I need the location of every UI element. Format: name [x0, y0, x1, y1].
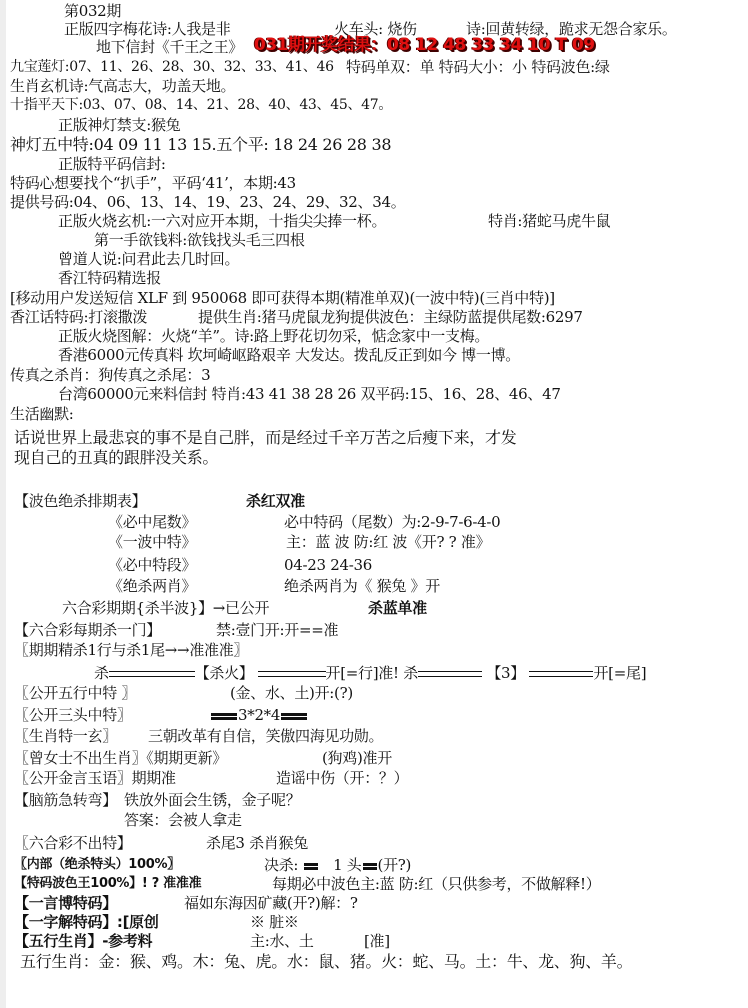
sha-fire: 【杀火】 — [194, 664, 254, 682]
wuxing-all: 五行生肖：金：猴、鸡。木：兔、虎。水：鼠、猪。火：蛇、马。土：牛、龙、狗、羊。 — [20, 952, 633, 971]
jiubao-attrs: 特码单双：单 特码大小：小 特码波色:绿 — [346, 58, 610, 76]
double-line — [418, 671, 482, 677]
diyishou-line: 第一手欲钱料:欲钱找头毛三四根 — [94, 231, 305, 249]
table-row-value: 04-23 24-36 — [284, 556, 372, 574]
envelope-title: 地下信封《千王之王》 — [96, 38, 244, 56]
hk6000-line: 香港6000元传真料 坎坷崎岖路艰辛 大发达。拨乱反正到如今 博一博。 — [58, 346, 520, 364]
neibu-b: 1 头 — [333, 856, 362, 874]
zengdao-line: 曾道人说:问君此去几时回。 — [58, 250, 240, 268]
double-line — [529, 671, 593, 677]
xjhua-extra: 提供生肖:猪马虎鼠龙狗提供波色：主绿防蓝提供尾数:6297 — [198, 308, 583, 326]
table-title: 【波色绝杀排期表】 — [14, 492, 147, 510]
jiubao-line: 九宝莲灯:07、11、26、28、30、32、33、41、46 — [10, 59, 334, 75]
table-row-value: 主：蓝 波 防:红 波《开? ? 准》 — [286, 533, 491, 551]
jinyan-label: 〖公开金言玉语〗期期准 — [14, 769, 176, 787]
humor-text-2: 现自己的丑真的跟胖没关系。 — [14, 448, 219, 467]
bar-glyph — [281, 713, 307, 720]
xinxiang-line: 特码心想要找个“扒手”，平码‘41’，本期:43 — [10, 174, 296, 192]
xjhua-line: 香江话特码:打滚撒泼 — [10, 308, 148, 326]
humor-title: 生活幽默: — [10, 405, 74, 423]
train-head: 火车头: 烧伤 — [334, 20, 417, 38]
qiqi-line: 〖期期精杀1行与杀1尾→→准准准〗 — [14, 641, 249, 659]
wuxing-label: 〖公开五行中特 〗 — [14, 684, 137, 702]
neibu-row — [264, 856, 411, 874]
open-wei: 开[=尾] — [593, 664, 647, 682]
shamen-value: 禁:壹门开:开==准 — [216, 621, 339, 639]
double-line — [109, 671, 195, 677]
neibu-a: 决杀: — [264, 856, 299, 874]
neibu-label: 〖内部（绝杀特头）100%〗 — [14, 857, 180, 872]
table-row-label: 《一波中特》 — [108, 533, 197, 551]
liuhe-half-right: 杀蓝单准 — [368, 599, 427, 617]
jinyan-value: 造谣中伤（开：？） — [276, 769, 409, 787]
texiao-line: 特肖:猪蛇马虎牛鼠 — [488, 212, 611, 230]
three-tag: 【3】 — [486, 664, 526, 682]
plum-poem: 正版四字梅花诗:人我是非 — [64, 20, 231, 38]
naojin-label: 【脑筋急转弯】 — [14, 791, 117, 809]
shengxiao-label: 〖生肖特一玄〗 — [14, 727, 117, 745]
open-hang: 开[=行]准! — [325, 664, 399, 682]
sms-line: [移动用户发送短信 XLF 到 950068 即可获得本期(精准单双)(一波中特)(三肖中特)] — [10, 289, 555, 307]
yiyan-value: 福如东海因矿藏(开?)解：? — [184, 894, 358, 912]
wuxing-value: (金、水、土)开:(?) — [230, 684, 353, 702]
sha-a: 杀 — [94, 664, 109, 682]
shendeng-ban: 正版神灯禁支:猴兔 — [58, 116, 181, 134]
bar-glyph — [363, 863, 377, 870]
zeng-value: (狗鸡)准开 — [322, 749, 392, 767]
huoshao-line: 正版火烧玄机:一六对应开本期，十指尖尖捧一杯。 — [58, 212, 387, 230]
liuhe-half: 六合彩期期{杀半波}】→已公开 — [62, 599, 270, 617]
yizi-label: 【一字解特码】:[原创 — [14, 913, 159, 931]
yiyan-label: 【一言博特码】 — [14, 894, 117, 912]
naojin-question: 铁放外面会生锈，金子呢？ — [124, 791, 301, 809]
shengxiao-value: 三朝改革有自信，笑傲四海见功勋。 — [148, 727, 384, 745]
table-title-right: 杀红双准 — [246, 492, 305, 510]
yizi-value: ※ 脏※ — [250, 913, 299, 931]
naojin-answer: 答案：会被人拿走 — [124, 811, 242, 829]
bose-label: 【特码波色王100%】! ? 准准准 — [14, 876, 202, 891]
shizhi-line: 十指平天下:03、07、08、14、21、28、40、43、45、47。 — [10, 97, 393, 113]
xiangjiang-line: 香江特码精选报 — [58, 269, 161, 287]
wuxing-sx-label: 【五行生肖】-参考料 — [14, 932, 153, 950]
tw60000-line: 台湾60000元来料信封 特肖:43 41 38 28 26 双平码:15、16、28、46、47 — [58, 385, 561, 403]
shengxiao-poem: 生肖玄机诗:气高志大，功盖天地。 — [10, 77, 236, 95]
bar-glyph — [211, 713, 237, 720]
bar-glyph — [304, 863, 318, 870]
humor-text-1: 话说世界上最悲哀的事不是自己胖，而是经过千辛万苦之后瘦下来，才发 — [14, 428, 517, 447]
issue-number: 第032期 — [64, 2, 122, 20]
wuxing-sx-tag: [准] — [364, 932, 390, 950]
santou-value: 3*2*4 — [238, 706, 281, 724]
double-line — [258, 671, 326, 677]
result-banner: 031期开奖结果：08 12 48 33 34 10 T 09 — [254, 35, 595, 55]
bose-value: 每期必中波色主:蓝 防:红（只供参考，不做解释!） — [272, 875, 601, 893]
table-row-label: 《必中尾数》 — [108, 513, 197, 531]
table-row-value: 必中特码（尾数）为:2-9-7-6-4-0 — [284, 513, 501, 531]
table-row-value: 绝杀两肖为《 猴兔 》开 — [284, 577, 440, 595]
sha-row — [94, 664, 646, 682]
table-row-label: 《绝杀两肖》 — [108, 577, 197, 595]
teping-envelope: 正版特平码信封: — [58, 155, 166, 173]
buchute-value: 杀尾3 杀肖猴兔 — [206, 834, 308, 852]
tigong-line: 提供号码:04、06、13、14、19、23、24、29、32、34。 — [10, 193, 406, 211]
santou-label: 〖公开三头中特〗 — [14, 706, 132, 724]
sha-b: 杀 — [403, 664, 418, 682]
shamen-label: 【六合彩每期杀一门】 — [14, 621, 162, 639]
huoshao-tu: 正版火烧图解：火烧“羊”。诗:路上野花切勿采，惦念家中一支梅。 — [58, 327, 490, 345]
shendeng-five: 神灯五中特:04 09 11 13 15.五个平: 18 24 26 28 38 — [10, 135, 392, 154]
wuxing-sx-value: 主:水、土 — [250, 932, 314, 950]
santou-row — [210, 706, 308, 724]
buchute-label: 〖六合彩不出特】 — [14, 834, 132, 852]
chuanzhen-line: 传真之杀肖：狗传真之杀尾：3 — [10, 366, 211, 384]
poem-two: 诗:回黄转绿，跪求无怨合家乐。 — [466, 20, 677, 38]
table-row-label: 《必中特段》 — [108, 556, 197, 574]
zeng-label: 〖曾女士不出生肖〗《期期更新》 — [14, 749, 228, 767]
neibu-c: (开?) — [377, 856, 412, 874]
